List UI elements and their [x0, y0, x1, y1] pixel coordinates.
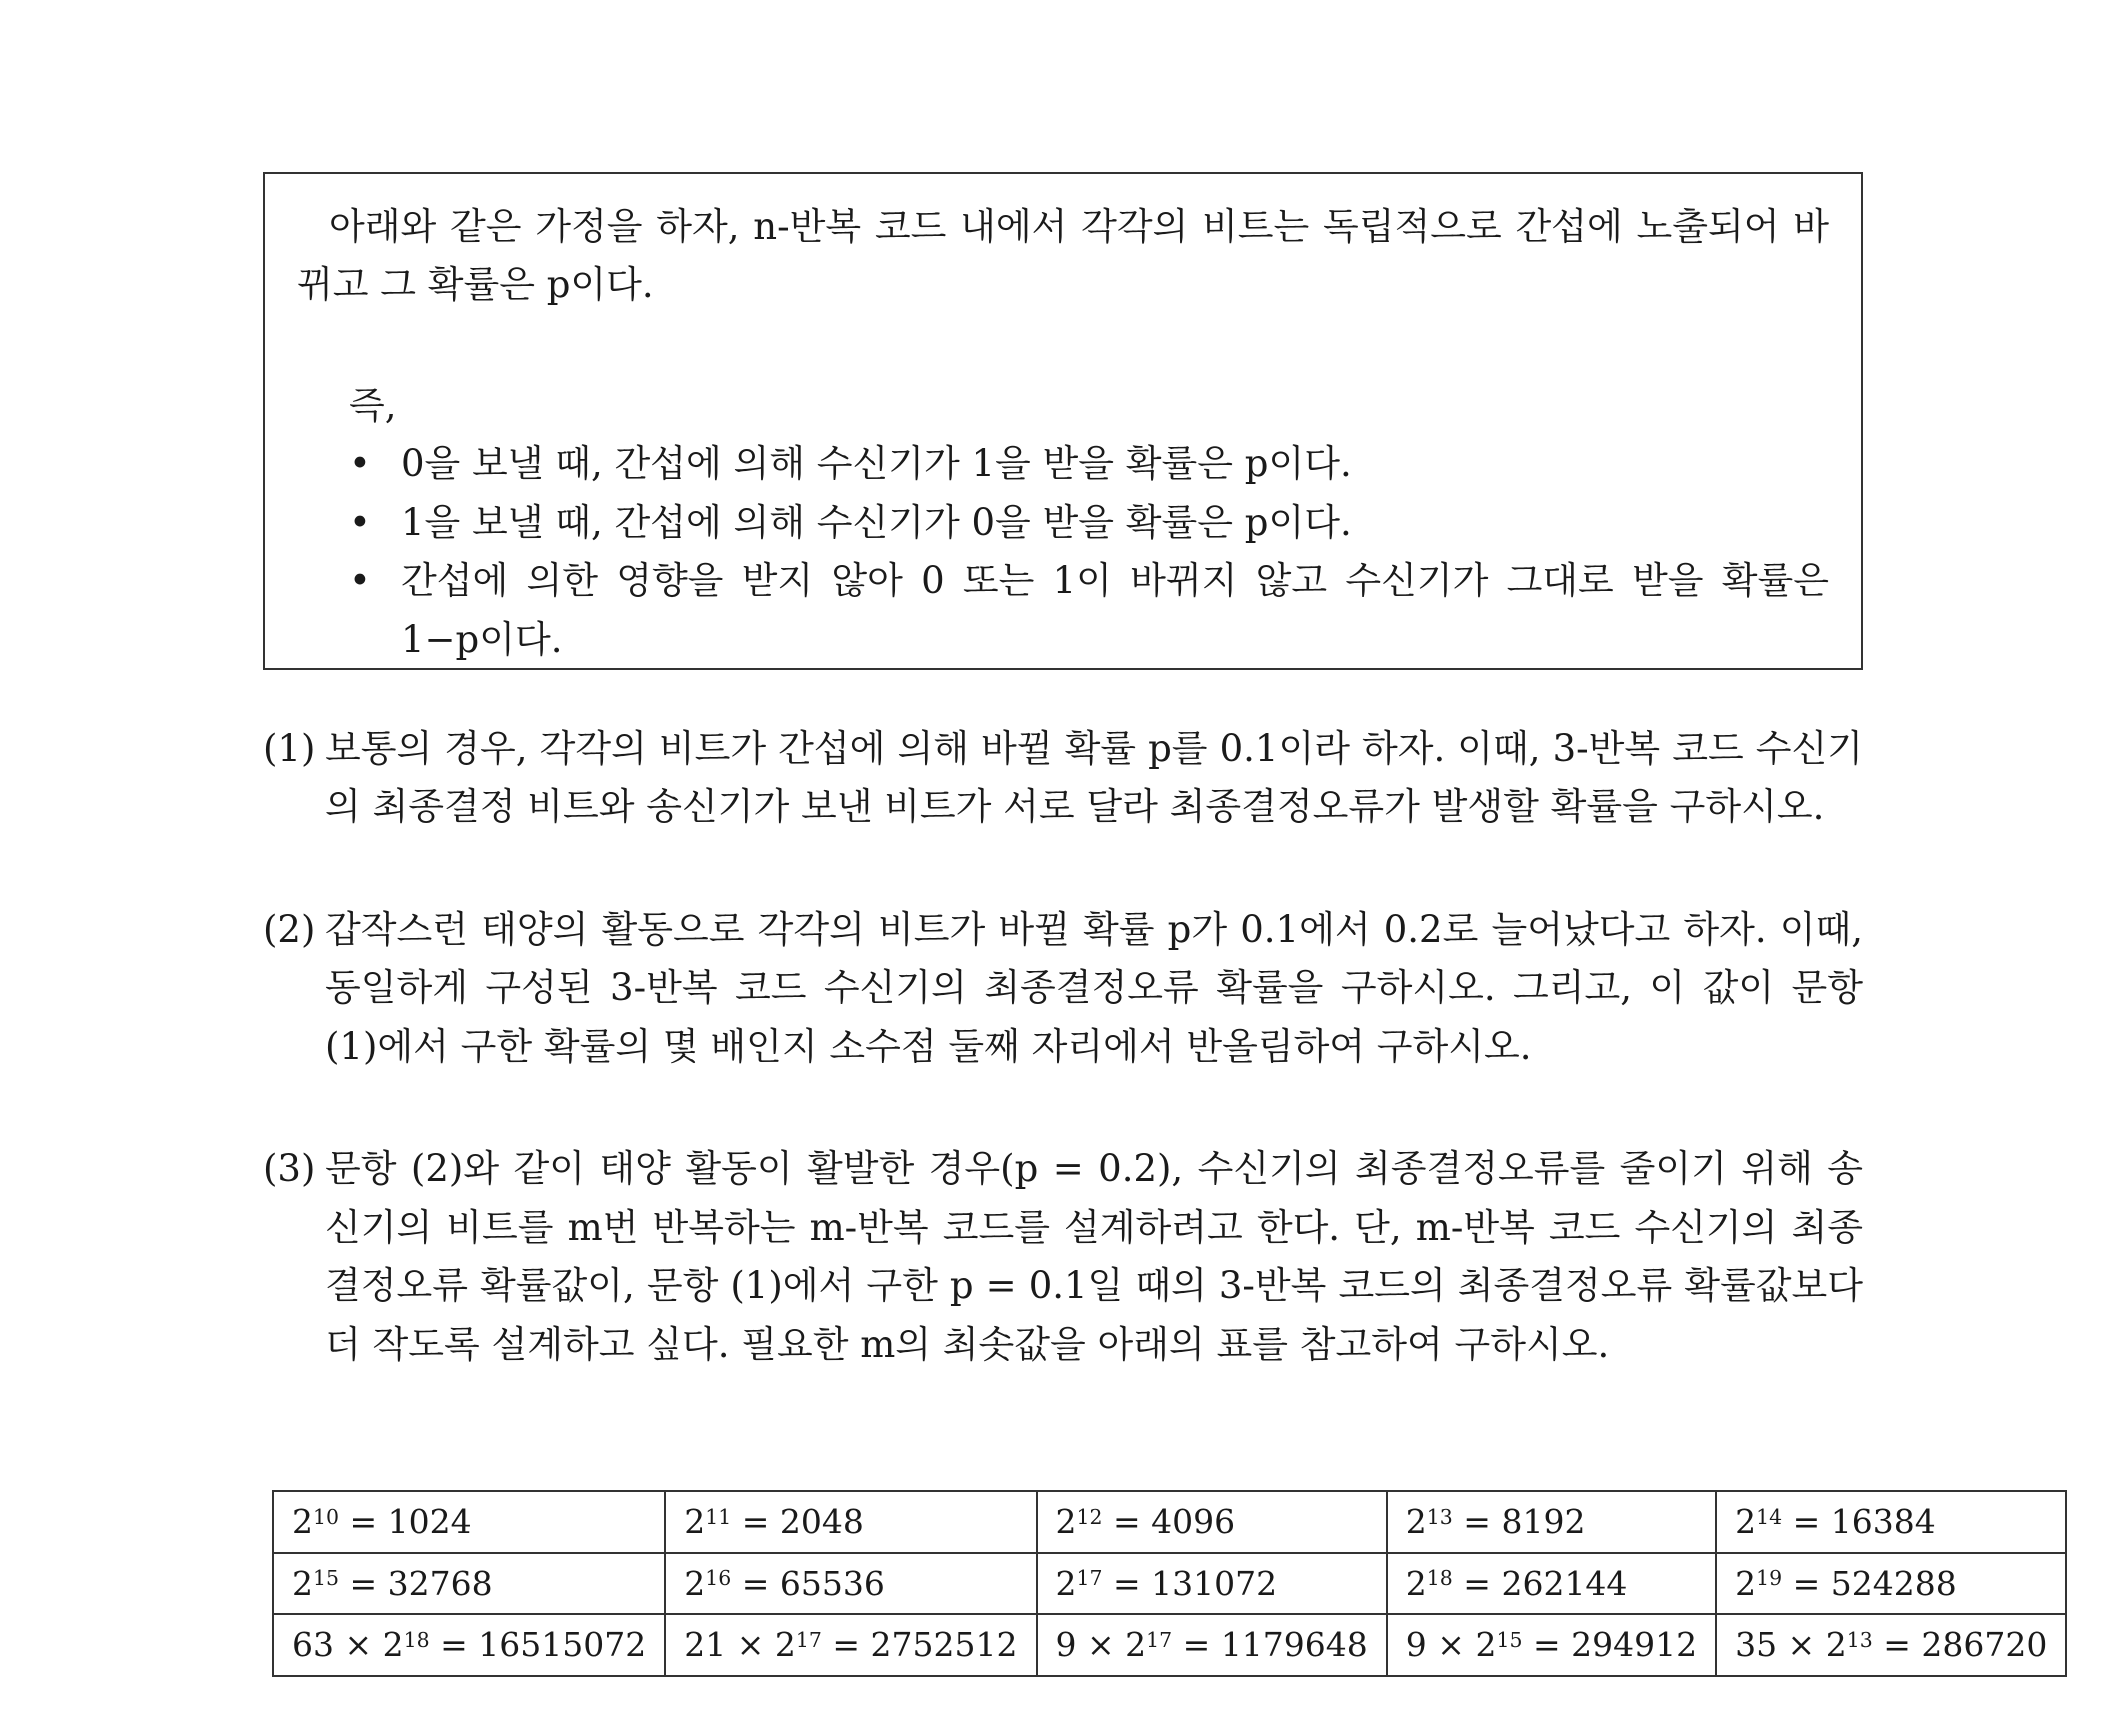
table-cell: $35 \times 2^{13} = 286720$: [1716, 1614, 2066, 1676]
table-row: [273, 1553, 2066, 1615]
bullet-item: • 간섭에 의한 영향을 받지 않아 0 또는 1이 바뀌지 않고 수신기가 그대로 받을 확률은 1−p이다.: [349, 552, 1829, 669]
table-cell: $2^{13} = 8192$: [1387, 1491, 1716, 1553]
problem-number: (2): [263, 907, 316, 951]
bullet-dot-icon: •: [349, 442, 371, 486]
table-cell: $21 \times 2^{17} = 2752512$: [665, 1614, 1036, 1676]
problem-text: 갑작스런 태양의 활동으로 각각의 비트가 바뀔 확률 p가 0.1에서 0.2로 늘어났다고 하자. 이때, 동일하게 구성된 3-반복 코드 수신기의 최종결정오류 확률을 구하시오. 그리고, 이 값이 문항 (1)에서 구한 확률의 몇 배인지 소수점 둘째 자리에서 반올림하여 구하시오.: [325, 907, 1863, 1068]
problem-number: (3): [263, 1147, 316, 1191]
assumption-box: [263, 172, 1863, 670]
problem-text: 문항 (2)와 같이 태양 활동이 활발한 경우(p = 0.2), 수신기의 최종결정오류를 줄이기 위해 송신기의 비트를 m번 반복하는 m-반복 코드를 설계하려고 한다. 단, m-반복 코드 수신기의 최종결정오류 확률값이, 문항 (1)에서 구한 p = 0.1일 때의 3-반복 코드의 최종결정오류 확률값보다 더 작도록 설계하고 싶다. 필요한 m의 최솟값을 아래의 표를 참고하여 구하시오.: [325, 1147, 1863, 1366]
table-row: [273, 1614, 2066, 1676]
problem-2: [263, 901, 1863, 1076]
problem-1: [263, 720, 1863, 837]
table-cell: $2^{17} = 131072$: [1037, 1553, 1387, 1615]
table-cell: $2^{11} = 2048$: [665, 1491, 1036, 1553]
problem-list: [263, 720, 1863, 1438]
table-cell: $63 \times 2^{18} = 16515072$: [273, 1614, 665, 1676]
bullet-dot-icon: •: [349, 500, 371, 544]
bullet-dot-icon: •: [349, 559, 371, 603]
table-cell: $2^{12} = 4096$: [1037, 1491, 1387, 1553]
table-cell: $2^{19} = 524288$: [1716, 1553, 2066, 1615]
table-cell: $2^{14} = 16384$: [1716, 1491, 2066, 1553]
table-cell: $9 \times 2^{15} = 294912$: [1387, 1614, 1716, 1676]
table-cell: $9 \times 2^{17} = 1179648$: [1037, 1614, 1387, 1676]
table-cell: $2^{18} = 262144$: [1387, 1553, 1716, 1615]
assumption-bullets: [297, 435, 1829, 669]
namely-label: 즉,: [349, 383, 397, 427]
problem-number: (1): [263, 727, 316, 770]
bullet-item: • 1을 보낼 때, 간섭에 의해 수신기가 0을 받을 확률은 p이다.: [349, 494, 1829, 552]
table-row: [273, 1491, 2066, 1553]
assumption-intro: 아래와 같은 가정을 하자, n-반복 코드 내에서 각각의 비트는 독립적으로 간섭에 노출되어 바뀌고 그 확률은 p이다.: [297, 205, 1829, 307]
table-cell: $2^{15} = 32768$: [273, 1553, 665, 1615]
problem-3: [263, 1140, 1863, 1374]
powers-of-two-table: [272, 1490, 2067, 1677]
bullet-item: • 0을 보낼 때, 간섭에 의해 수신기가 1을 받을 확률은 p이다.: [349, 435, 1829, 493]
problem-text: 보통의 경우, 각각의 비트가 간섭에 의해 바뀔 확률 p를 0.1이라 하자. 이때, 3-반복 코드 수신기의 최종결정 비트와 송신기가 보낸 비트가 서로 달라 최종결정오류가 발생할 확률을 구하시오.: [325, 727, 1863, 829]
table-cell: $2^{10} = 1024$: [273, 1491, 665, 1553]
table-cell: $2^{16} = 65536$: [665, 1553, 1036, 1615]
